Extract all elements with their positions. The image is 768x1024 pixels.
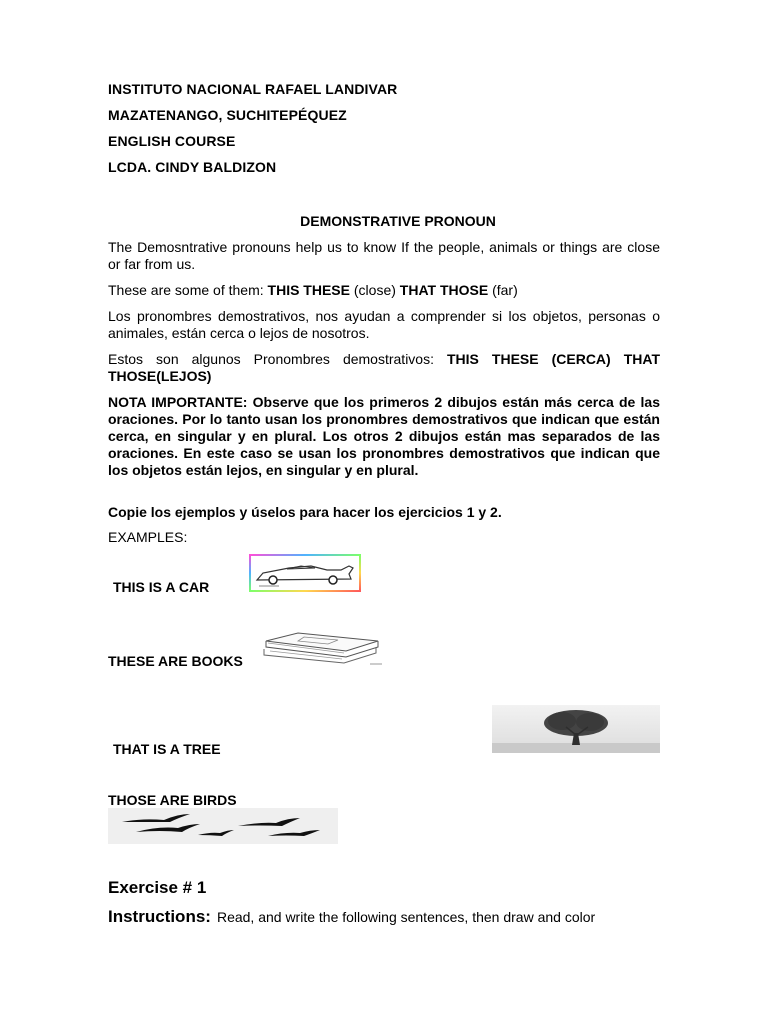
exercise-title: Exercise # 1 <box>108 878 207 897</box>
close-label: (close) <box>350 282 400 298</box>
example-books-label: THESE ARE BOOKS <box>108 653 243 669</box>
instructions-text: Read, and write the following sentences, then draw and color <box>216 909 596 925</box>
teacher-name: LCDA. CINDY BALDIZON <box>108 159 277 175</box>
car-image <box>249 554 361 592</box>
course-name: ENGLISH COURSE <box>108 133 236 149</box>
far-pronouns: THAT THOSE <box>399 282 489 298</box>
far-label: (far) <box>488 282 518 298</box>
books-image <box>258 629 384 667</box>
examples-list-es <box>108 351 660 385</box>
birds-image <box>108 808 338 844</box>
examples-heading: EXAMPLES: <box>108 529 188 545</box>
important-note <box>108 394 660 479</box>
page-title: DEMONSTRATIVE PRONOUN <box>300 213 496 229</box>
pronouns-es: THIS THESE (CERCA) THAT THOSE(LEJOS) <box>108 351 660 384</box>
tree-image <box>492 705 660 753</box>
intro-paragraph-en: The Demosntrative pronouns help us to know If the people, animals or things are close or far from us. <box>108 239 660 272</box>
school-name: INSTITUTO NACIONAL RAFAEL LANDIVAR <box>108 81 398 97</box>
exercise-instructions <box>108 907 595 927</box>
note-text: Observe que los primeros 2 dibujos están más cerca de las oraciones. Por lo tanto usan los pronombres demostrativos que indican que están cerca, en singular y en plural. Los otros 2 dibujos están mas separados de las oraciones. En este caso se usan los pronombres demostrativos que indican que los objetos están lejos, en singular y en plural. <box>108 394 660 478</box>
note-label: NOTA IMPORTANTE: <box>108 394 248 410</box>
list-prefix: These are some of them: <box>108 282 268 298</box>
example-tree-label: THAT IS A TREE <box>113 741 221 757</box>
example-car-label: THIS IS A CAR <box>113 579 210 595</box>
copy-instruction: Copie los ejemplos y úselos para hacer los ejercicios 1 y 2. <box>108 504 502 520</box>
intro-paragraph-es: Los pronombres demostrativos, nos ayudan a comprender si los objetos, personas o animales, están cerca o lejos de nosotros. <box>108 308 660 341</box>
examples-list-en <box>108 282 660 299</box>
instructions-label: Instructions: <box>108 907 211 926</box>
list-prefix-es: Estos son algunos Pronombres demostrativos: <box>108 351 447 367</box>
school-location: MAZATENANGO, SUCHITEPÉQUEZ <box>108 107 347 123</box>
example-birds-label: THOSE ARE BIRDS <box>108 792 237 808</box>
close-pronouns: THIS THESE <box>267 282 350 298</box>
